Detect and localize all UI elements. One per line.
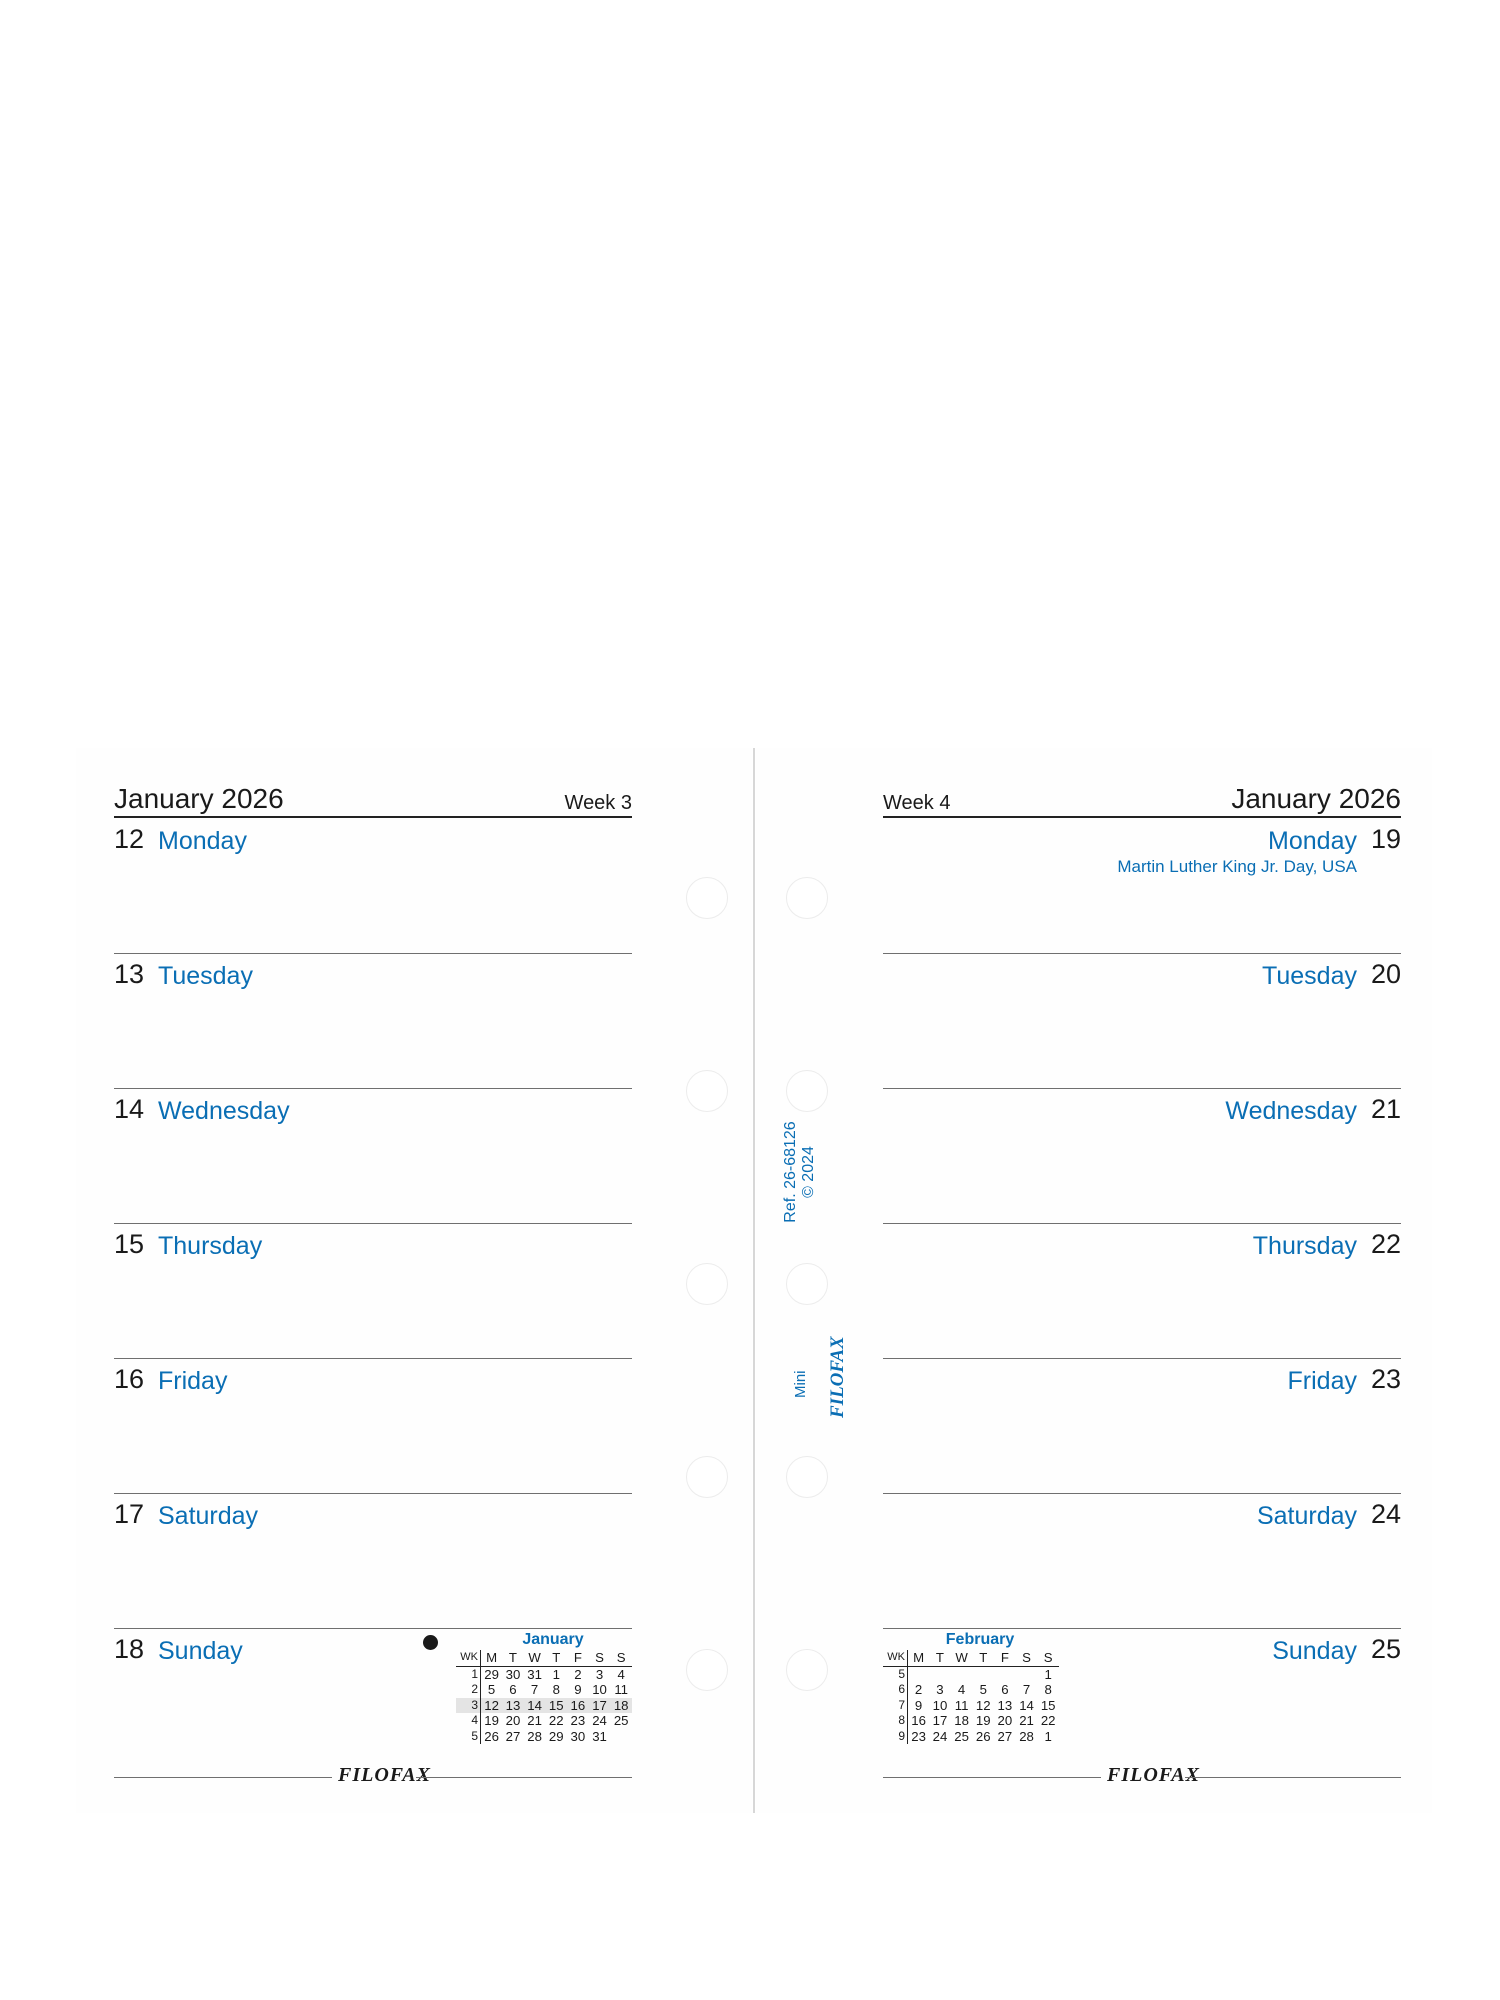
day-entry-12[interactable]: [114, 818, 632, 953]
date-cell: 21: [527, 1713, 542, 1728]
week-label: Week 4: [883, 792, 951, 814]
week-number: 5: [456, 1729, 481, 1745]
date-cell: 22: [548, 1713, 564, 1728]
day-divider: [114, 1358, 632, 1359]
day-divider: [883, 1493, 1401, 1494]
day-name: Saturday: [158, 1502, 259, 1530]
day-divider: [883, 1358, 1401, 1359]
day-entry-21[interactable]: [883, 1088, 1401, 1223]
page-fold: [753, 748, 755, 1813]
date-cell: 28: [1019, 1728, 1034, 1744]
day-name: Monday: [158, 827, 247, 855]
date-cell: 10: [932, 1697, 948, 1713]
date-cell: 12: [481, 1698, 503, 1714]
day-divider: [883, 953, 1401, 954]
right-page: [883, 748, 1401, 1813]
mini-calendar-header: S: [589, 1650, 611, 1666]
binder-hole: [786, 1649, 828, 1691]
day-name: Friday: [1287, 1367, 1357, 1395]
date-cell: 5: [487, 1682, 496, 1697]
mini-calendar-header: S: [1016, 1650, 1038, 1666]
day-name: Wednesday: [158, 1097, 290, 1125]
binder-hole: [686, 877, 728, 919]
date-cell: 29: [548, 1728, 564, 1744]
date-cell: 23: [911, 1728, 926, 1744]
footer-rule: [1185, 1777, 1401, 1778]
day-number: 15: [114, 1229, 145, 1259]
mini-calendar-week-row: [456, 1729, 632, 1745]
day-name: Friday: [158, 1367, 228, 1395]
date-cell: 29: [484, 1666, 499, 1682]
week-number: 3: [456, 1698, 481, 1714]
week-number: 8: [883, 1713, 908, 1729]
date-cell: 8: [552, 1682, 560, 1697]
date-cell: 3: [936, 1682, 944, 1697]
date-cell: 18: [610, 1698, 632, 1714]
day-divider: [114, 1628, 632, 1629]
mini-calendar-week-row: [883, 1729, 1059, 1745]
left-page: [114, 748, 632, 1813]
date-cell: 3: [595, 1666, 604, 1682]
day-number: 25: [1370, 1634, 1401, 1664]
date-cell: 7: [530, 1682, 539, 1697]
date-cell: 1: [1044, 1728, 1052, 1744]
mini-calendar-header: W: [524, 1650, 546, 1666]
week-number: 7: [883, 1698, 908, 1714]
date-cell: 15: [545, 1698, 567, 1714]
month-title: January 2026: [114, 783, 284, 814]
mini-calendar-grid: [883, 1650, 1059, 1744]
day-number: 16: [114, 1364, 145, 1394]
date-cell: 4: [957, 1682, 966, 1697]
day-number: 19: [1370, 824, 1401, 854]
week-number: 4: [456, 1713, 481, 1729]
date-cell: 1: [1044, 1666, 1052, 1682]
footer-rule: [416, 1777, 632, 1778]
date-cell: 31: [527, 1666, 542, 1682]
date-cell: 25: [613, 1713, 629, 1728]
date-cell: 9: [574, 1682, 582, 1697]
week-number: 6: [883, 1682, 908, 1698]
day-entry-15[interactable]: [114, 1223, 632, 1358]
date-cell: 14: [524, 1698, 546, 1714]
date-cell: [610, 1729, 632, 1745]
date-cell: 26: [484, 1728, 499, 1744]
week-number: 1: [456, 1666, 481, 1682]
date-cell: 20: [505, 1713, 521, 1728]
date-cell: 28: [527, 1728, 542, 1744]
mini-calendar-header: M: [481, 1650, 503, 1666]
date-cell: 27: [505, 1728, 521, 1744]
mini-calendar-header: M: [908, 1650, 930, 1666]
day-number: 20: [1370, 959, 1401, 989]
binder-hole: [686, 1263, 728, 1305]
day-divider: [114, 1493, 632, 1494]
filofax-logo: FILOFAX: [338, 1764, 431, 1786]
day-name: Tuesday: [1262, 962, 1357, 990]
mini-calendar-week-row: [456, 1713, 632, 1729]
mini-calendar-january: [456, 1630, 632, 1744]
day-entry-13[interactable]: [114, 953, 632, 1088]
mini-calendar-title: January: [522, 1631, 584, 1648]
date-cell: 11: [954, 1697, 969, 1713]
date-cell: 14: [1019, 1697, 1034, 1713]
date-cell: 16: [911, 1713, 926, 1728]
date-cell: 24: [932, 1728, 948, 1744]
mini-calendar-week-row: [456, 1666, 632, 1682]
week-number: 5: [883, 1666, 908, 1682]
date-cell: [994, 1666, 1016, 1682]
date-cell: [929, 1666, 951, 1682]
mini-calendar-header: WK: [456, 1650, 481, 1666]
mini-calendar-title: February: [945, 1631, 1015, 1648]
date-cell: 12: [975, 1697, 991, 1713]
right-page-header: [883, 784, 1401, 818]
mini-calendar-current-week-row: [456, 1698, 632, 1714]
day-divider: [114, 1223, 632, 1224]
date-cell: 7: [1022, 1682, 1031, 1697]
mini-calendar-header: T: [972, 1650, 994, 1666]
day-entry-20[interactable]: [883, 953, 1401, 1088]
day-entry-24[interactable]: [883, 1493, 1401, 1628]
filofax-logo: FILOFAX: [1107, 1764, 1200, 1786]
date-cell: 24: [592, 1713, 607, 1728]
month-title: January 2026: [1231, 783, 1401, 814]
binder-hole: [786, 1070, 828, 1112]
copyright-label: © 2024: [800, 1146, 817, 1198]
mini-calendar-header: F: [567, 1650, 589, 1666]
day-divider: [883, 1223, 1401, 1224]
date-cell: 13: [997, 1697, 1013, 1713]
mini-calendar-week-row: [883, 1698, 1059, 1714]
date-cell: 15: [1040, 1697, 1056, 1713]
binder-hole: [786, 1456, 828, 1498]
day-name: Sunday: [158, 1637, 243, 1665]
mini-calendar-header: T: [545, 1650, 567, 1666]
mini-calendar-header: S: [610, 1650, 632, 1666]
binder-hole: [686, 1456, 728, 1498]
date-cell: 22: [1040, 1713, 1056, 1728]
mini-calendar-header: F: [994, 1650, 1016, 1666]
mini-calendar-week-row: [883, 1682, 1059, 1698]
week-number: 2: [456, 1682, 481, 1698]
date-cell: 10: [592, 1682, 607, 1697]
date-cell: 21: [1019, 1713, 1034, 1728]
day-number: 18: [114, 1634, 145, 1664]
mini-calendar-header: S: [1037, 1650, 1059, 1666]
reference-label: [782, 1112, 826, 1232]
binder-hole: [686, 1070, 728, 1112]
mini-calendar-week-row: [883, 1666, 1059, 1682]
day-entry-23[interactable]: [883, 1358, 1401, 1493]
day-number: 14: [114, 1094, 145, 1124]
footer-rule: [883, 1777, 1101, 1778]
date-cell: 17: [589, 1698, 611, 1714]
date-cell: 20: [997, 1713, 1013, 1728]
day-entry-14[interactable]: [114, 1088, 632, 1223]
date-cell: [951, 1666, 973, 1682]
day-name: Saturday: [1256, 1502, 1357, 1530]
size-label: Mini: [792, 1370, 809, 1398]
date-cell: 27: [997, 1728, 1013, 1744]
date-cell: [972, 1666, 994, 1682]
date-cell: 30: [505, 1666, 521, 1682]
mini-calendar-header: WK: [883, 1650, 908, 1666]
mini-calendar-february: [883, 1630, 1059, 1744]
filofax-spine-logo: FILOFAX: [827, 1336, 848, 1418]
day-number: 13: [114, 959, 145, 989]
left-page-footer: [114, 1764, 632, 1789]
date-cell: 2: [914, 1682, 923, 1697]
date-cell: 31: [592, 1728, 607, 1744]
week-label: Week 3: [564, 792, 632, 814]
date-cell: 6: [509, 1682, 517, 1697]
day-entry-22[interactable]: [883, 1223, 1401, 1358]
day-entry-19[interactable]: [883, 818, 1401, 953]
day-divider: [883, 1088, 1401, 1089]
day-number: 24: [1370, 1499, 1401, 1529]
reference-code: Ref. 26-68126: [782, 1121, 799, 1223]
binder-hole: [686, 1649, 728, 1691]
date-cell: 30: [570, 1728, 586, 1744]
mini-calendar-grid: [456, 1650, 632, 1744]
date-cell: 1: [552, 1666, 560, 1682]
mini-calendar-week-row: [456, 1682, 632, 1698]
date-cell: 4: [617, 1666, 625, 1682]
date-cell: 17: [932, 1713, 948, 1728]
day-divider: [114, 1088, 632, 1089]
day-name: Tuesday: [158, 962, 253, 990]
holiday-note: Martin Luther King Jr. Day, USA: [1117, 857, 1357, 876]
date-cell: 6: [1001, 1682, 1009, 1697]
mini-calendar-week-row: [883, 1713, 1059, 1729]
day-entry-16[interactable]: [114, 1358, 632, 1493]
date-cell: 9: [914, 1697, 923, 1713]
mini-calendar-header: T: [929, 1650, 951, 1666]
date-cell: 11: [614, 1682, 629, 1697]
new-moon-icon: [423, 1635, 438, 1650]
day-name: Thursday: [1252, 1232, 1357, 1260]
date-cell: 16: [567, 1698, 589, 1714]
day-number: 23: [1370, 1364, 1401, 1394]
day-number: 17: [114, 1499, 145, 1529]
mini-calendar-header: W: [951, 1650, 973, 1666]
day-number: 12: [114, 824, 145, 854]
date-cell: 26: [975, 1728, 991, 1744]
date-cell: 5: [979, 1682, 987, 1697]
mini-calendar-header: T: [502, 1650, 524, 1666]
binder-hole: [786, 1263, 828, 1305]
date-cell: [1016, 1666, 1038, 1682]
binder-hole: [786, 877, 828, 919]
footer-rule: [114, 1777, 332, 1778]
right-page-footer: [883, 1764, 1401, 1789]
date-cell: 18: [954, 1713, 969, 1728]
day-entry-17[interactable]: [114, 1493, 632, 1628]
date-cell: 8: [1044, 1682, 1052, 1697]
date-cell: [908, 1666, 930, 1682]
day-divider: [883, 1628, 1401, 1629]
date-cell: 25: [954, 1728, 969, 1744]
day-divider: [114, 953, 632, 954]
day-name: Thursday: [158, 1232, 263, 1260]
date-cell: 13: [502, 1698, 524, 1714]
day-number: 21: [1370, 1094, 1401, 1124]
date-cell: 2: [574, 1666, 582, 1682]
day-name: Monday: [1268, 827, 1357, 855]
date-cell: 19: [484, 1713, 499, 1728]
day-name: Sunday: [1272, 1637, 1357, 1665]
week-number: 9: [883, 1729, 908, 1745]
day-name: Wednesday: [1225, 1097, 1357, 1125]
day-number: 22: [1370, 1229, 1401, 1259]
left-page-header: [114, 784, 632, 818]
date-cell: 23: [570, 1713, 586, 1728]
date-cell: 19: [975, 1713, 991, 1728]
